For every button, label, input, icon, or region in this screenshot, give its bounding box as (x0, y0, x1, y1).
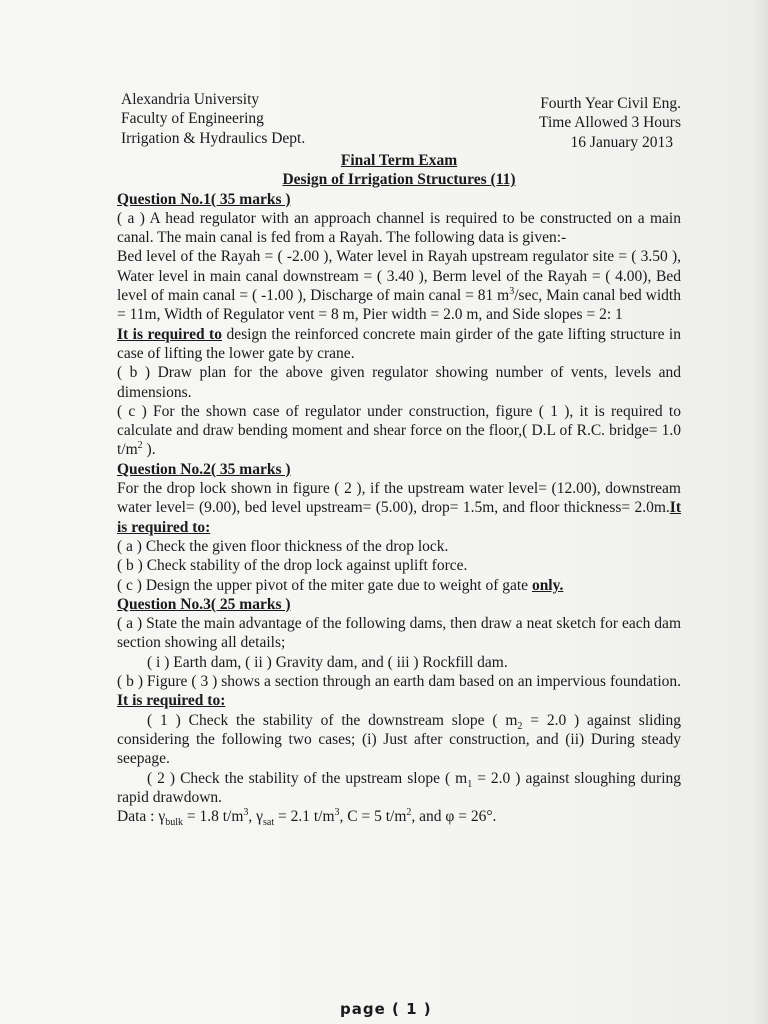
question-3b1-post: = 2.0 ) against sliding considering the following two cases; (i) Just after construction, and (ii) During steady seepage. (117, 711, 681, 768)
paper-edge-shadow (754, 0, 768, 1024)
gamma-symbol: γ (158, 808, 166, 826)
department-name: Irrigation & Hydraulics Dept. (121, 129, 306, 147)
question-3b1-text (117, 711, 681, 769)
time-allowed: Time Allowed 3 Hours (539, 114, 681, 132)
question-2b-text: ( b ) Check stability of the drop lock against uplift force. (117, 557, 468, 575)
question-1-data (117, 247, 681, 324)
question-2-heading: Question No.2( 35 marks ) (117, 460, 291, 478)
exam-info-block (539, 94, 681, 152)
exam-header (117, 90, 681, 150)
question-3b1-pre: ( 1 ) Check the stability of the downstream slope ( m (147, 711, 518, 729)
exam-date: 16 January 2013 (570, 133, 673, 151)
question-1a-text: ( a ) A head regulator with an approach channel is required to be constructed on a main canal. The main canal is fed from a Rayah. The following data is given:- (117, 209, 681, 247)
page-number: page ( 1 ) (340, 1000, 432, 1018)
question-1-required (117, 325, 681, 364)
year-level: Fourth Year Civil Eng. (540, 95, 681, 112)
required-text: design the reinforced concrete main girder of the gate lifting structure in case of lifting the lower gate by crane. (117, 325, 681, 362)
question-2c-text (117, 576, 681, 595)
cohesion-value: , C = 5 t/m (339, 808, 407, 826)
question-1b-text: ( b ) Draw plan for the above given regulator showing number of vents, levels and dimensions. (117, 364, 681, 401)
sat-value: = 2.1 t/m (274, 808, 335, 826)
bulk-value: = 1.8 t/m (182, 808, 244, 826)
question-1-heading: Question No.1( 35 marks ) (117, 190, 291, 208)
emphasis-only: only. (531, 576, 564, 594)
data-label: Data : (117, 808, 159, 826)
phi-value: , and φ = 26°. (411, 808, 497, 826)
university-name: Alexandria University (121, 91, 260, 108)
subscript: bulk (165, 817, 183, 829)
required-label: It is required to (117, 325, 222, 343)
subscript: 1 (467, 778, 473, 790)
question-3b-body: ( b ) Figure ( 3 ) shows a section through an earth dam based on an impervious foundation. (117, 673, 681, 691)
superscript: 3 (334, 806, 340, 818)
question-2-text (117, 479, 681, 537)
exam-content (117, 90, 681, 829)
superscript: 3 (243, 806, 249, 818)
question-3b2-pre: ( 2 ) Check the stability of the upstream slope ( m (147, 769, 468, 787)
superscript: 3 (509, 285, 515, 297)
question-2a-text: ( a ) Check the given floor thickness of the drop lock. (117, 537, 449, 555)
question-2-body: For the drop lock shown in figure ( 2 ), if the upstream water level= (12.00), downstream water level= (9.00), bed level upstream= (5.00), drop= 1.5m, and floor thickness= 2.0m. (117, 480, 681, 517)
question-3-data (117, 806, 681, 829)
faculty-name: Faculty of Engineering (121, 110, 264, 128)
exam-title: Final Term Exam (340, 152, 458, 169)
question-1c-text (117, 402, 681, 460)
subscript: 2 (517, 720, 523, 732)
indent-spacer (117, 712, 147, 729)
question-3-heading: Question No.3( 25 marks ) (117, 595, 291, 613)
institution-block (121, 90, 305, 148)
required-label: It is required to: (117, 692, 226, 710)
question-3b2-text (117, 769, 681, 808)
question-1-data-part2: /sec, Main canal bed width = 11m, Width of Regulator vent = 8 m, Pier width = 2.0 m, and Side slopes = 2: 1 (117, 287, 681, 324)
question-1c-body: ( c ) For the shown case of regulator under construction, figure ( 1 ), it is required to calculate and draw bending moment and shear force on the floor,( D.L of R.C. bridge= 1.0 t/m (117, 402, 681, 459)
question-2c-body: ( c ) Design the upper pivot of the miter gate due to weight of gate (117, 576, 532, 594)
gamma-symbol: γ (256, 808, 263, 826)
question-3a-list: ( i ) Earth dam, ( ii ) Gravity dam, and ( iii ) Rockfill dam. (147, 653, 508, 671)
question-1-data-part1: Bed level of the Rayah = ( -2.00 ), Water level in Rayah upstream regulator site = ( 3.50 ), Water level in main canal downstream = ( 3.40 ), Berm level of the Rayah = ( 4.00), Bed level of main canal = ( -1.00 ), Discharge of main canal = 81 m (117, 248, 681, 305)
superscript: 2 (137, 440, 143, 452)
course-title: Design of Irrigation Structures (11) (282, 171, 516, 189)
subscript: sat (263, 817, 275, 829)
question-1c-end: ). (142, 441, 156, 459)
indent-spacer (117, 770, 147, 787)
required-label: It is required to: (117, 499, 681, 536)
question-3b2-post: = 2.0 ) against sloughing during rapid drawdown. (117, 769, 681, 806)
superscript: 2 (406, 806, 412, 818)
question-3a-text: ( a ) State the main advantage of the following dams, then draw a neat sketch for each dam section showing all details; (117, 615, 681, 652)
separator: , (248, 808, 257, 826)
question-3b-text (117, 672, 681, 711)
